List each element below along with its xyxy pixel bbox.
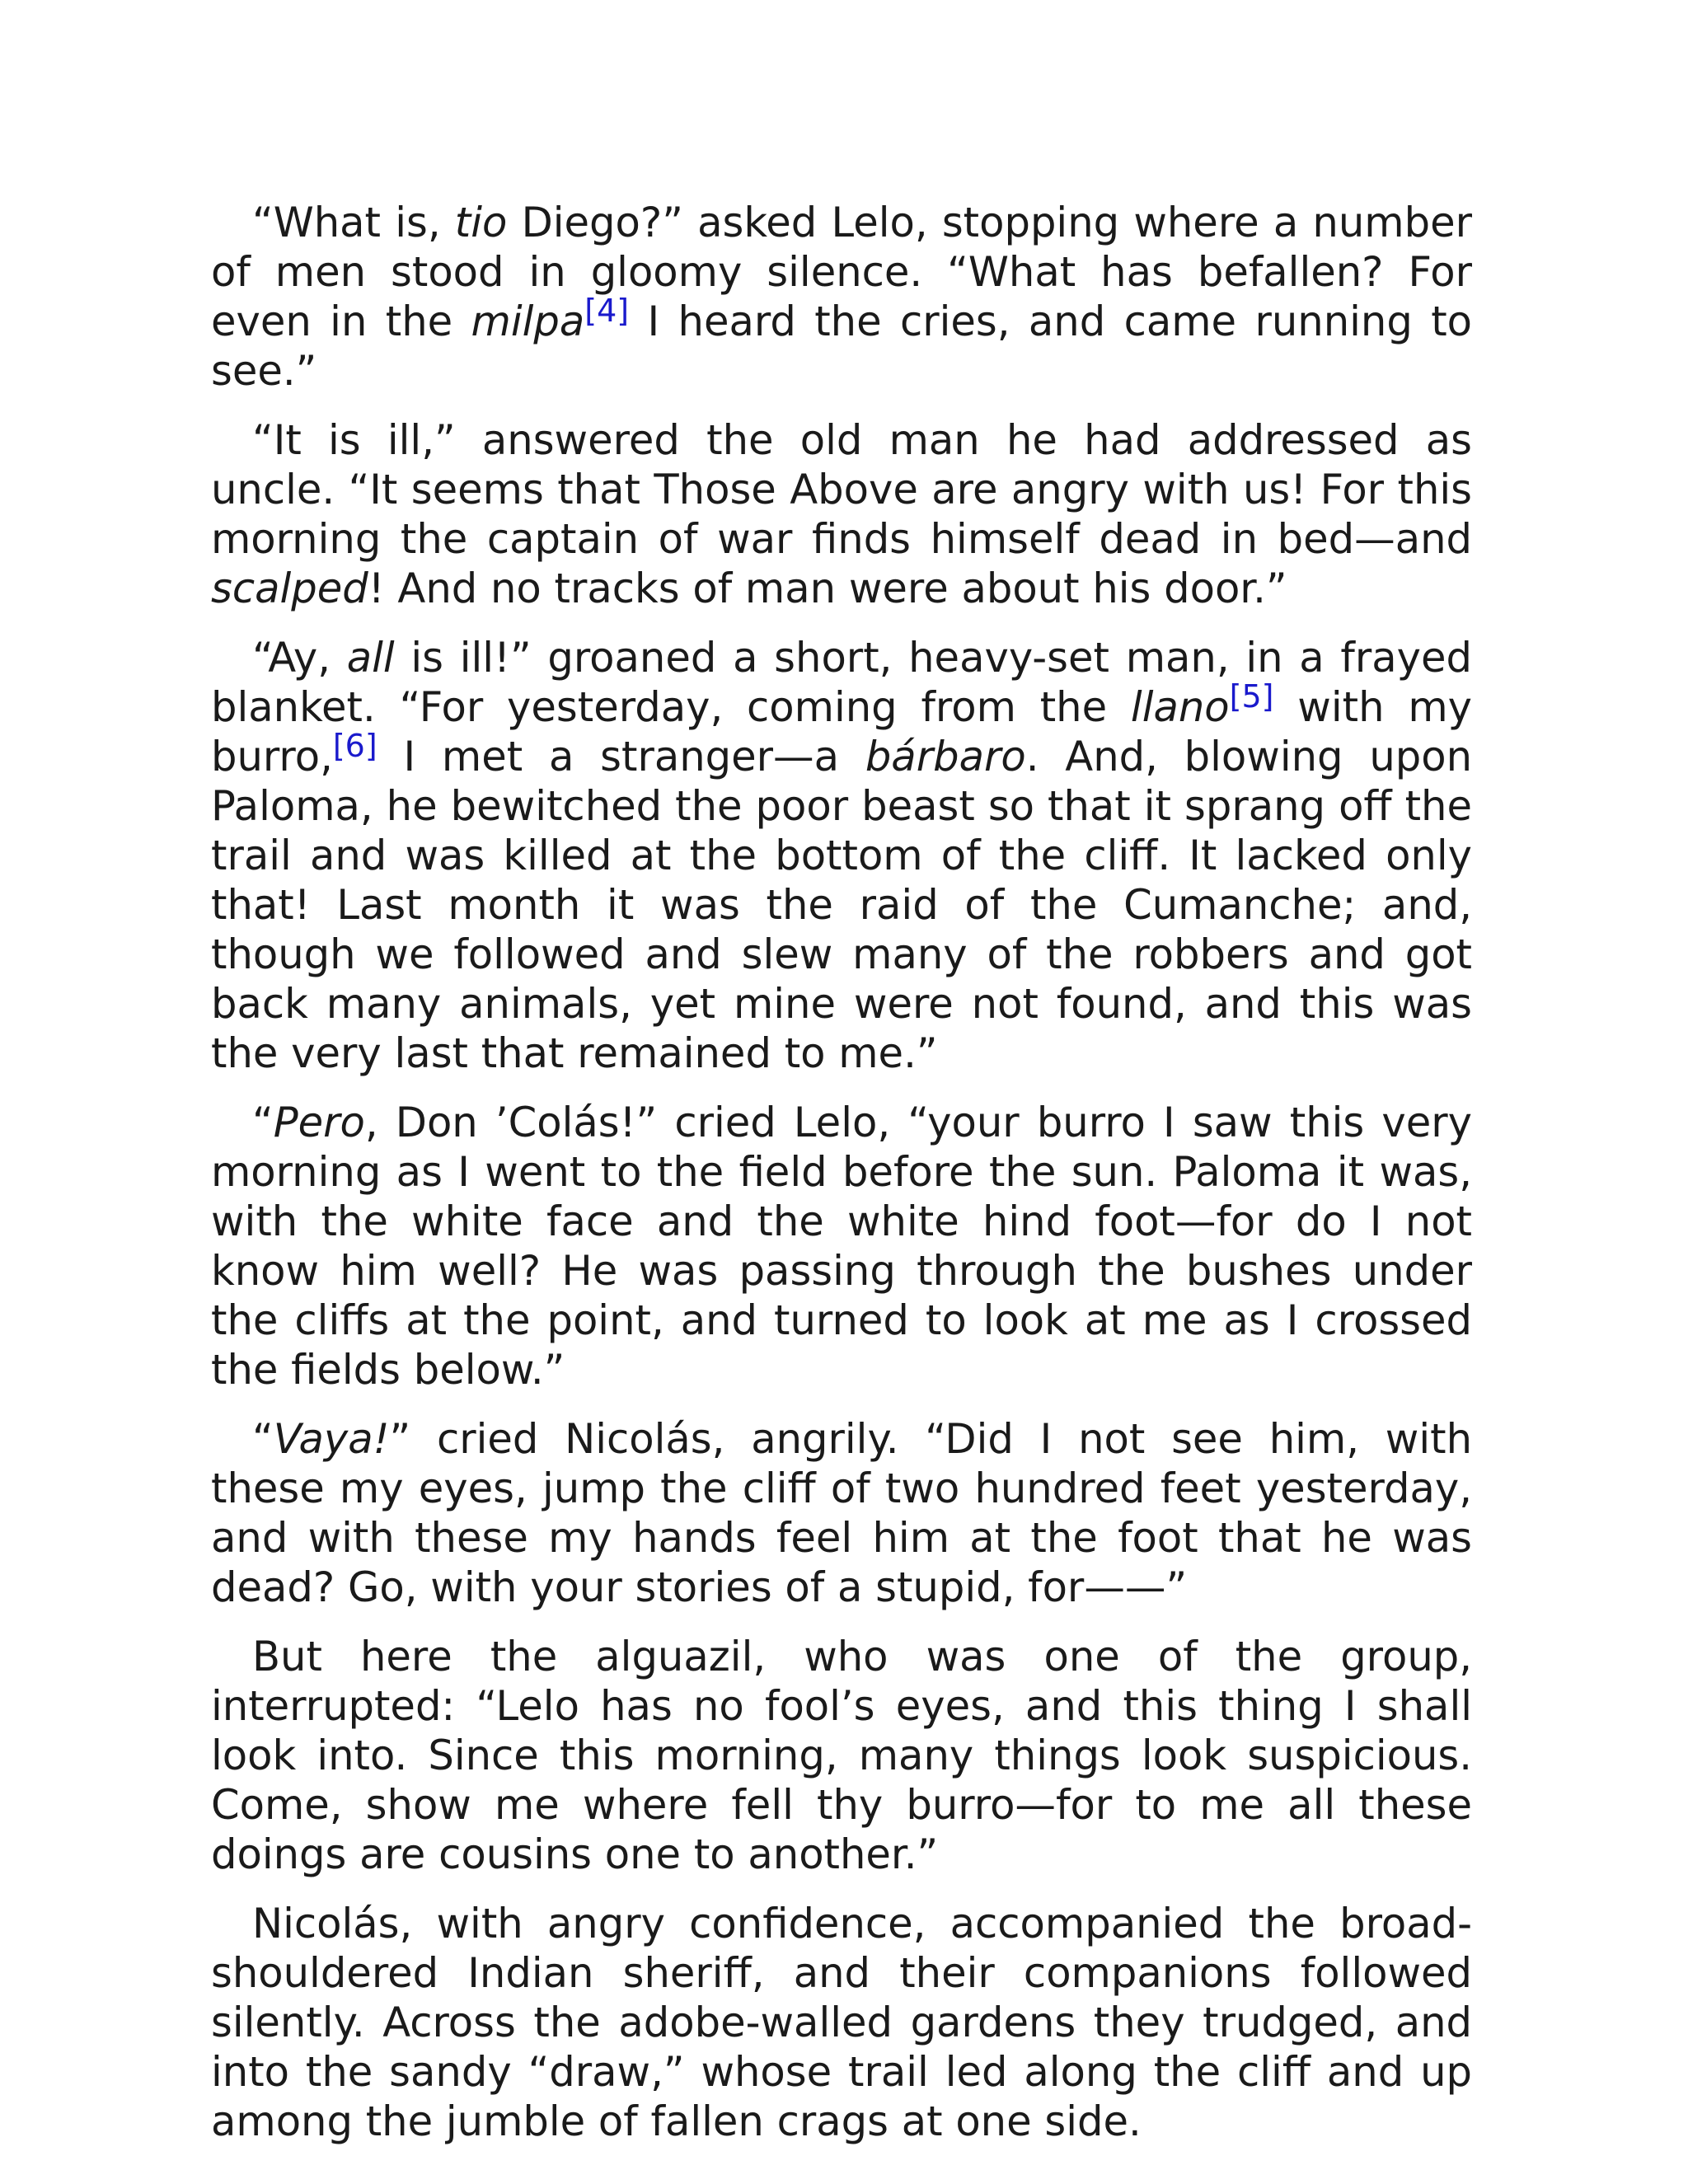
paragraph-4 xyxy=(211,1098,1472,1394)
footnote-link-5[interactable]: [5] xyxy=(1229,677,1274,715)
text-run: Diego?” asked Lelo, stopping where a number of men stood in gloomy silence. “What has befallen? For even in the xyxy=(211,199,1472,345)
text-run: with my burro, xyxy=(211,683,1473,780)
text-run: I met a stranger—a xyxy=(377,733,865,780)
text-run: “ xyxy=(252,1415,274,1463)
text-run: “Ay, xyxy=(252,634,347,682)
text-run: ” cried Nicolás, angrily. “Did I not see him, with these my eyes, jump the cliff of two hundred feet yesterday, and with these my hands feel him at the foot that he was dead? Go, with your stories of a stupid, for——” xyxy=(211,1415,1472,1611)
text-run: “What is, xyxy=(252,199,455,246)
paragraph-3 xyxy=(211,633,1472,1078)
text-run: . And, blowing upon Paloma, he bewitched the poor beast so that it sprang off the trail and was killed at the bottom of the cliff. It lacked only that! Last month it was the raid of the Cumanche; and, though we followed and slew many of the robbers and got back many animals, yet mine were not found, and this was the very last that remained to me.” xyxy=(211,733,1473,1077)
text-run: , Don ’Colás!” cried Lelo, “your burro I saw this very morning as I went to the field before the sun. Paloma it was, with the white face and the white hind foot—for do I not know him well? He was passing through the bushes under the cliffs at the point, and turned to look at me as I crossed the fields below.” xyxy=(211,1099,1472,1394)
text-run: Nicolás, with angry confidence, accompanied the broad-shouldered Indian sheriff, and their companions followed silently. Across the adobe-walled gardens they trudged, and into the sandy “draw,” whose trail led along the cliff and up among the jumble of fallen crags at one side. xyxy=(211,1900,1472,2145)
paragraph-1 xyxy=(211,198,1472,396)
italic-text: tio xyxy=(454,199,508,246)
italic-text: llano xyxy=(1130,683,1230,731)
text-run: I heard the cries, and came running to see.” xyxy=(211,298,1472,395)
footnote-link-4[interactable]: [4] xyxy=(584,292,630,329)
italic-text: all xyxy=(346,634,395,682)
text-run: But here the alguazil, who was one of the group, interrupted: “Lelo has no fool’s eyes, and this thing I shall look into. Since this morning, many things look suspicious. Come, show me where fell thy burro—for to me all these doings are cousins one to another.” xyxy=(211,1633,1472,1878)
italic-text: Pero xyxy=(273,1099,365,1146)
text-run: “It is ill,” answered the old man he had addressed as uncle. “It seems that Those Above are angry with us! For this morning the captain of war finds himself dead in bed—and xyxy=(211,416,1472,563)
text-run: is ill!” groaned a short, heavy-set man, in a frayed blanket. “For yesterday, coming from the xyxy=(211,634,1472,731)
footnote-link-6[interactable]: [6] xyxy=(332,727,377,764)
paragraph-6 xyxy=(211,1632,1472,1879)
paragraph-7 xyxy=(211,1899,1472,2146)
italic-text: scalped xyxy=(211,565,368,612)
document-page xyxy=(211,198,1472,2166)
italic-text: milpa xyxy=(471,298,585,345)
text-run: “ xyxy=(252,1099,274,1146)
paragraph-2 xyxy=(211,415,1472,613)
italic-text: Vaya! xyxy=(273,1415,390,1463)
paragraph-5 xyxy=(211,1414,1472,1612)
text-run: ! And no tracks of man were about his door.” xyxy=(368,565,1287,612)
italic-text: bárbaro xyxy=(865,733,1026,780)
